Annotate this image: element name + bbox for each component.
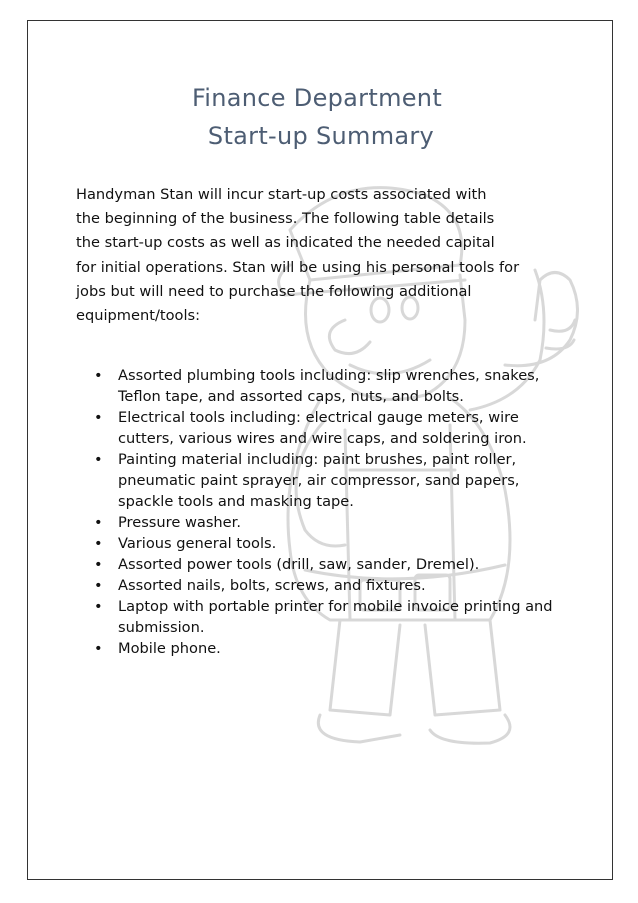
intro-paragraph	[76, 183, 576, 328]
list-item	[94, 365, 574, 407]
list-item	[94, 596, 574, 638]
list-item	[94, 638, 574, 659]
bullet-icon: •	[94, 598, 103, 615]
list-item	[94, 533, 574, 554]
intro-line: the start-up costs as well as indicated the needed capital	[76, 234, 495, 252]
list-item-text: Electrical tools including: electrical gauge meters, wire cutters, various wires and wire caps, and soldering iron.	[118, 409, 527, 447]
list-item-text: Pressure washer.	[118, 514, 241, 531]
intro-line: jobs but will need to purchase the following additional	[76, 282, 472, 300]
bullet-icon: •	[94, 367, 103, 384]
list-item-text: Assorted power tools (drill, saw, sander, Dremel).	[118, 556, 480, 573]
list-item	[94, 407, 574, 449]
list-item-text: Laptop with portable printer for mobile invoice printing and submission.	[118, 598, 553, 636]
list-item	[94, 575, 574, 596]
intro-line: equipment/tools:	[76, 307, 201, 325]
bullet-icon: •	[94, 514, 103, 531]
page-subtitle: Start-up Summary	[207, 122, 435, 150]
bullet-icon: •	[94, 556, 103, 573]
list-item	[94, 554, 574, 575]
list-item	[94, 449, 574, 512]
list-item-text: Various general tools.	[118, 535, 277, 552]
list-item-text: Assorted plumbing tools including: slip wrenches, snakes, Teflon tape, and assorted caps, nuts, and bolts.	[118, 367, 540, 405]
list-item	[94, 512, 574, 533]
intro-line: for initial operations. Stan will be using his personal tools for	[76, 258, 520, 276]
bullet-icon: •	[94, 409, 103, 426]
equipment-list	[94, 365, 574, 659]
list-item-text: Mobile phone.	[118, 640, 221, 657]
intro-line: Handyman Stan will incur start-up costs associated with	[76, 186, 487, 203]
bullet-icon: •	[94, 535, 103, 552]
list-item-text: Painting material including: paint brushes, paint roller, pneumatic paint sprayer, air compressor, sand papers, spackle tools and masking tape.	[118, 451, 520, 510]
bullet-icon: •	[94, 577, 103, 594]
intro-line: the beginning of the business. The following table details	[76, 210, 495, 228]
page-title: Finance Department	[191, 84, 443, 112]
bullet-icon: •	[94, 640, 103, 657]
bullet-icon: •	[94, 451, 103, 468]
list-item-text: Assorted nails, bolts, screws, and fixtures.	[118, 577, 426, 594]
